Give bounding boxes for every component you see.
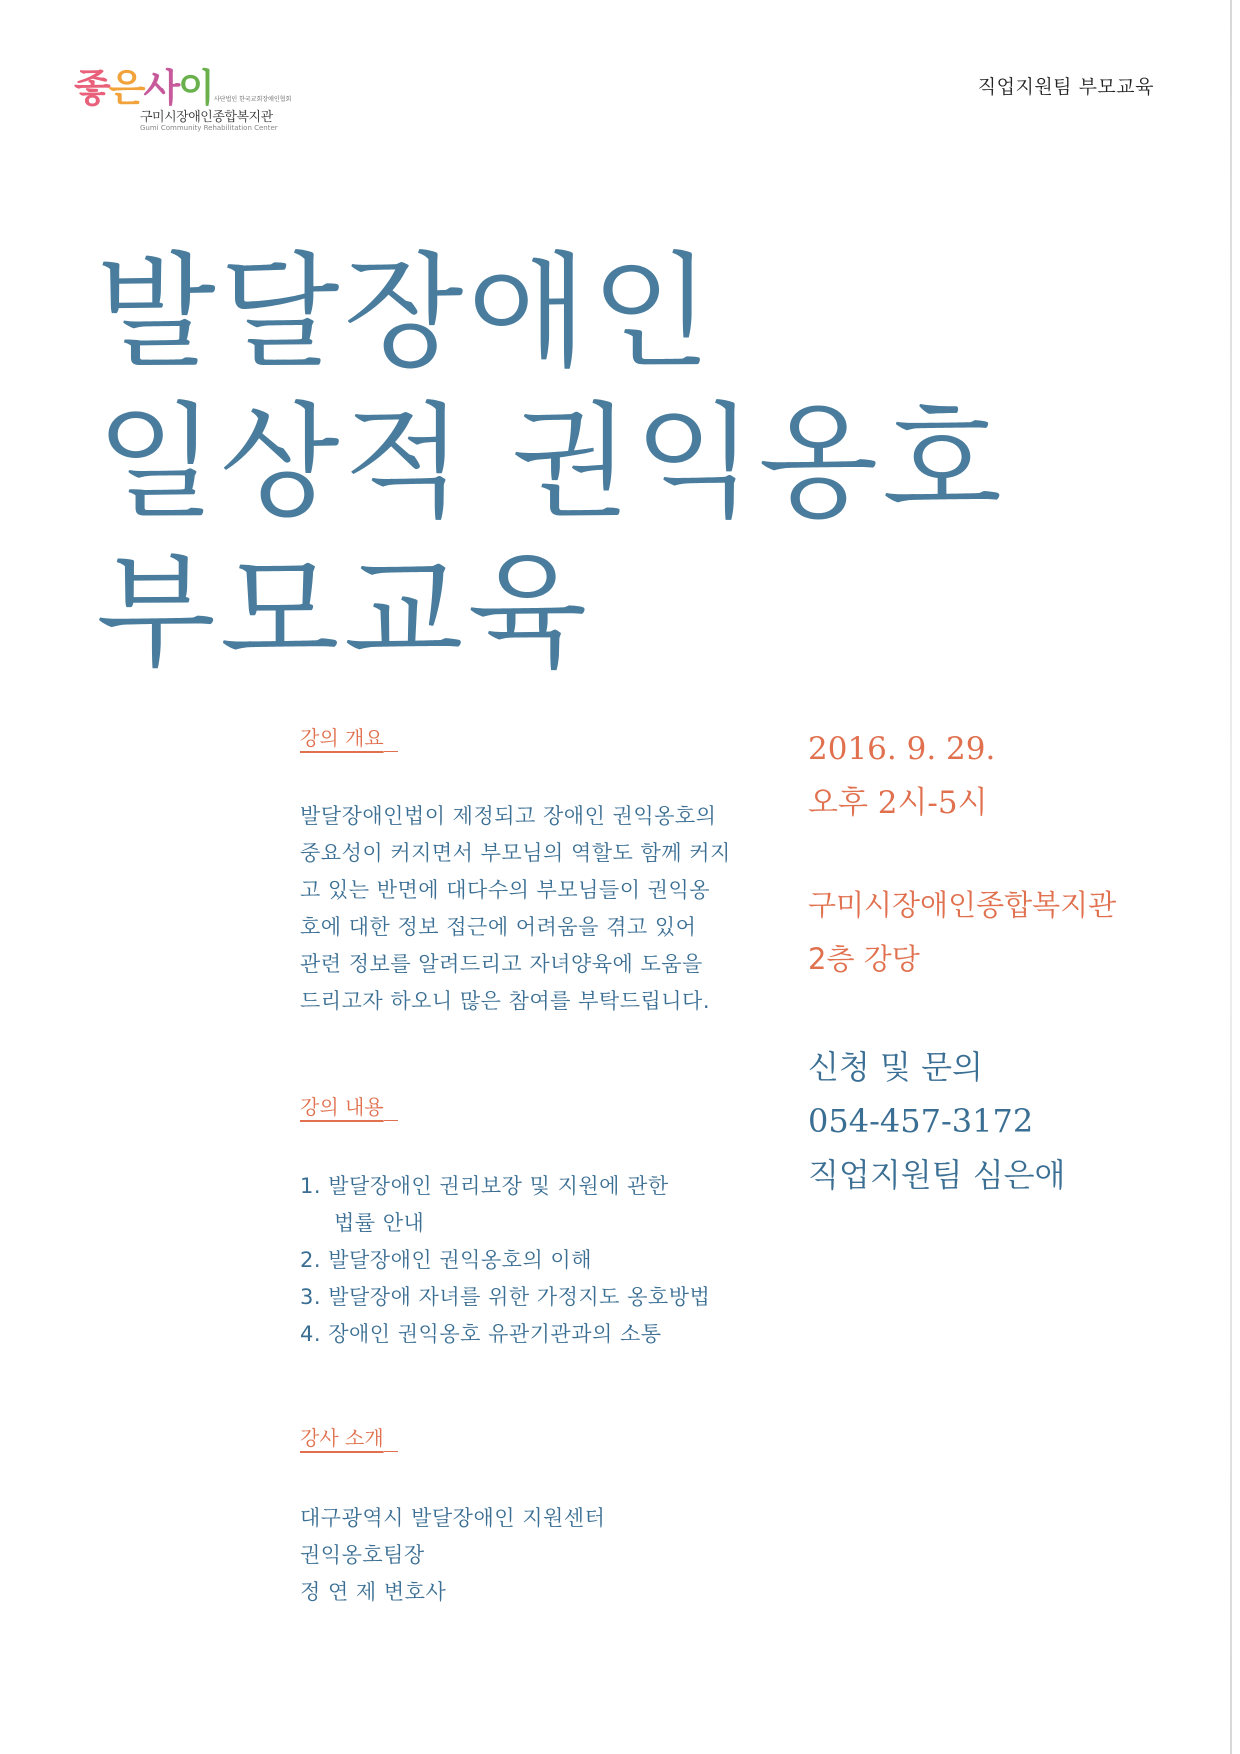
logo-mark-char: 좋	[74, 66, 109, 110]
overview-line: 관련 정보를 알려드리고 자녀양육에 도움을	[300, 952, 703, 976]
scan-edge	[1230, 0, 1232, 1754]
overview-heading: 강의 개요	[300, 722, 398, 752]
overview-line: 호에 대한 정보 접근에 어려움을 겪고 있어	[300, 915, 697, 939]
venue-name: 구미시장애인종합복지관	[808, 888, 1117, 922]
overview-line: 발달장애인법이 제정되고 장애인 권익옹호의	[300, 804, 717, 828]
header-note: 직업지원팀 부모교육	[977, 76, 1154, 98]
list-item: 2. 발달장애인 권익옹호의 이해	[300, 1248, 592, 1272]
title-line: 발달장애인	[96, 241, 715, 385]
list-item: 4. 장애인 권익옹호 유관기관과의 소통	[300, 1322, 662, 1346]
venue-room: 2층 강당	[808, 942, 920, 976]
instructor-line: 권익옹호팀장	[300, 1543, 425, 1567]
instructor-heading: 강사 소개	[300, 1422, 398, 1452]
contact-label: 신청 및 문의	[808, 1048, 983, 1086]
logo-mark-char: 이	[178, 66, 213, 110]
logo-mark-char: 사	[143, 66, 179, 110]
logo	[74, 68, 304, 138]
title-line: 일상적 권익옹호	[96, 391, 1006, 535]
contact-phone: 054-457-3172	[808, 1102, 1034, 1140]
logo-tiny-text: 사단법인 한국교회장애인협회	[214, 96, 292, 103]
logo-mark-char: 은	[108, 66, 144, 110]
content-heading: 강의 내용	[300, 1091, 398, 1121]
content-list	[300, 1168, 780, 1353]
event-time: 오후 2시-5시	[808, 785, 988, 821]
event-datetime	[808, 722, 995, 830]
overview-text	[300, 798, 770, 1020]
contact-person: 직업지원팀 심은애	[808, 1156, 1066, 1194]
overview-line: 드리고자 하오니 많은 참여를 부탁드립니다.	[300, 989, 711, 1013]
logo-english-name: Gumi Community Rehabilitation Center	[140, 124, 278, 132]
overview-line: 고 있는 반면에 대다수의 부모님들이 권익옹	[300, 878, 711, 902]
list-item: 법률 안내	[334, 1211, 425, 1235]
instructor-info	[300, 1500, 605, 1611]
event-venue	[808, 878, 1116, 986]
contact-info	[808, 1040, 1065, 1202]
instructor-line: 대구광역시 발달장애인 지원센터	[300, 1506, 606, 1530]
logo-name: 구미시장애인종합복지관	[140, 110, 273, 125]
list-item: 3. 발달장애 자녀를 위한 가정지도 옹호방법	[300, 1285, 711, 1309]
overview-line: 중요성이 커지면서 부모님의 역할도 함께 커지	[300, 841, 731, 865]
logo-mark	[74, 68, 213, 108]
poster-title	[96, 238, 1096, 688]
instructor-line: 정 연 제 변호사	[300, 1580, 447, 1604]
list-item: 1. 발달장애인 권리보장 및 지원에 관한	[300, 1174, 669, 1198]
event-date: 2016. 9. 29.	[808, 731, 996, 767]
title-line: 부모교육	[96, 541, 592, 685]
